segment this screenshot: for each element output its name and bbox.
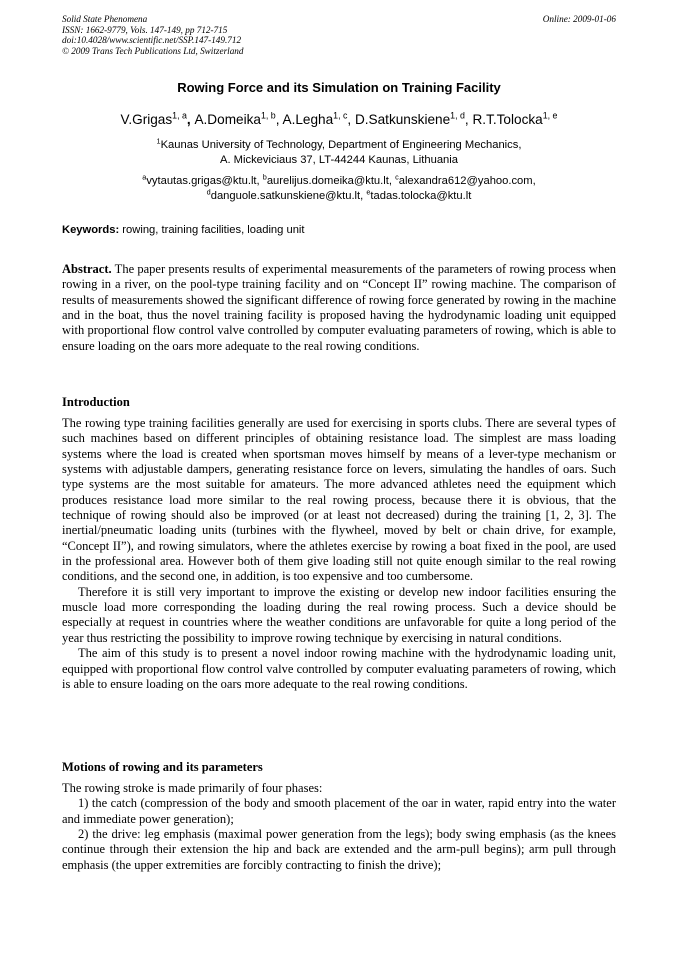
author-affiliation-mark: 1, d — [450, 110, 465, 121]
author-list — [0, 112, 678, 127]
abstract-label: Abstract. — [62, 262, 112, 276]
keywords-text: rowing, training facilities, loading unit — [119, 224, 305, 236]
author-separator: , — [347, 112, 355, 127]
affiliation-line-2: A. Mickeviciaus 37, LT-44244 Kaunas, Lithuania — [220, 154, 458, 166]
paragraph: The rowing stroke is made primarily of four phases: — [62, 781, 323, 795]
author-separator: , — [275, 112, 283, 127]
online-date: Online: 2009-01-06 — [542, 14, 616, 24]
keywords-label: Keywords: — [62, 224, 120, 236]
email-b[interactable]: aurelijus.domeika@ktu.lt, — [266, 175, 396, 187]
email-d[interactable]: danguole.satkunskiene@ktu.lt, — [210, 190, 367, 202]
author-separator: , — [186, 112, 195, 127]
email-a[interactable]: vytautas.grigas@ktu.lt, — [146, 175, 263, 187]
section-heading-introduction: Introduction — [62, 395, 130, 409]
section-heading-motions: Motions of rowing and its parameters — [62, 760, 263, 774]
keywords — [62, 224, 305, 236]
paragraph: The aim of this study is to present a novel indoor rowing machine with the hydrodynamic loading unit, equipped with proportional flow control valve controlled by computer evaluating parameters of rowing, which is able to ensure loading on the oars more adequate to the real rowing conditions. — [62, 646, 616, 691]
email-c[interactable]: alexandra612@yahoo.com, — [398, 175, 536, 187]
list-item: 1) the catch (compression of the body and smooth placement of the oar in water, rapid entry into the water and immediate power generation); — [62, 796, 616, 826]
journal-name: Solid State Phenomena — [62, 14, 148, 24]
author-separator: , — [464, 112, 473, 127]
paragraph: Therefore it is still very important to improve the existing or develop new indoor facilities ensuring the muscle load more corresponding the loading during the real rowing process. Such a device should be especially at request in countries where the weather conditions are unfavorable for quite a long period of the year thus restricting the possibility to improve rowing technique by exercising in natural conditions. — [62, 584, 616, 645]
motions-body — [62, 781, 616, 873]
paper-title: Rowing Force and its Simulation on Training Facility — [177, 80, 501, 95]
abstract — [62, 262, 616, 354]
author-affiliation-mark: 1, b — [260, 110, 276, 121]
affiliation-mark: 1 — [156, 136, 161, 146]
author-name: R.T.Tolocka — [472, 112, 543, 127]
introduction-body — [62, 416, 616, 692]
author-affiliation-mark: 1, a — [172, 110, 187, 121]
author-name: A.Domeika — [194, 112, 261, 127]
author-name: A.Legha — [282, 112, 334, 127]
affiliation — [0, 138, 678, 168]
author-emails: $^a$vytautas.grigas@ktu.lt, $^b$aurelijus.domeika@ktu.lt, $^c$alexandra612@yahoo.com, $^d$danguole.satkunskiene@ktu.lt, $^e$tadas.tolocka@ktu.lt — [142, 172, 536, 202]
email-e[interactable]: tadas.tolocka@ktu.lt — [370, 190, 472, 202]
copyright-line: © 2009 Trans Tech Publications Ltd, Switzerland — [62, 45, 244, 56]
author-affiliation-mark: 1, c — [333, 110, 348, 121]
issn-line: ISSN: 1662-9779, Vols. 147-149, pp 712-715 — [62, 24, 228, 35]
doi-line: doi:10.4028/www.scientific.net/SSP.147-149.712 — [62, 35, 242, 46]
paragraph: The rowing type training facilities generally are used for exercising in sports clubs. There are several types of such machines based on different principles of obtaining resistance load. The simplest are mass loading systems where the load is created when sportsman moves himself by means of a lever-type mechanism or systems with adjustable dampers, generating resistance force on levers, simulating the handles of oars. Such type systems are the most suitable for amateurs. The more advanced athletes need the equipment which produces resistance load more similar to the real rowing process, because there it is obvious, that the technique of rowing should also be improved (or at least not decreased) during the training [1, 2, 3]. The inertial/pneumatic loading units (turbines with the flywheel, moved by belt or chain drive, for example, “Concept II”), and rowing simulators, where the athletes exercise by rowing a boat fixed in the pool, are used in the professional area. However both of them give loading still not quite enough similar to the real rowing conditions, and the second one, in addition, is too expensive and too cumbersome. — [62, 416, 616, 584]
affiliation-line-1: Kaunas University of Technology, Department of Engineering Mechanics, — [160, 139, 522, 151]
author-name: D.Satkunskiene — [354, 112, 451, 127]
author-name: V.Grigas — [120, 112, 173, 127]
list-item: 2) the drive: leg emphasis (maximal power generation from the legs); body swing emphasis (as the knees continue through their extension the hip and back are extended and the arm-pull begins); arm pull through emphasis (the upper extremities are forcibly contracting to finish the drive); — [62, 827, 616, 872]
journal-header — [62, 14, 616, 56]
abstract-text: The paper presents results of experimental measurements of the parameters of rowing process when rowing in a river, on the pool-type training facility and on “Concept II” rowing machine. The comparison of results of measurements showed the significant difference of rowing force generated by rowing in the machine and in the boat, thus the novel training facility is proposed having the hydrodynamic loading unit equipped with proportional flow control valve controlled by computer evaluating parameters of rowing, which is able to ensure loading on the oars more adequate to the real rowing conditions. — [62, 262, 616, 353]
author-affiliation-mark: 1, e — [542, 110, 558, 121]
